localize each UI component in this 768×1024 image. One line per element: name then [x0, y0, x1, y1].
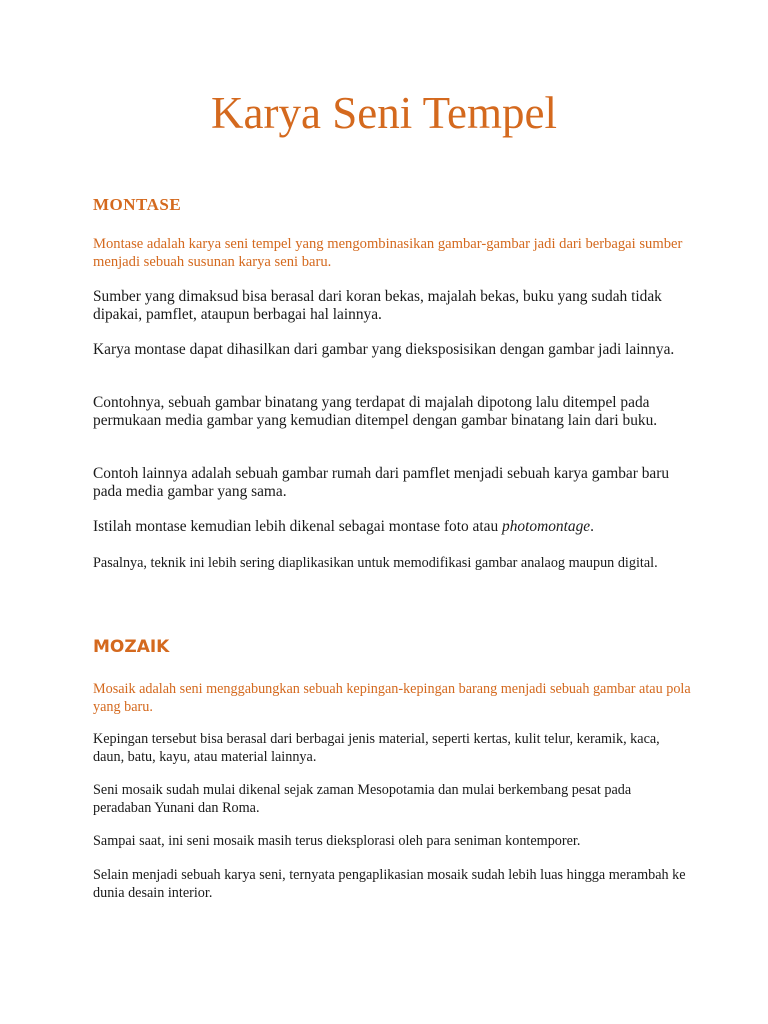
- montase-paragraph-3: Contohnya, sebuah gambar binatang yang terdapat di majalah dipotong lalu ditempel pada permukaan media gambar yang kemudian ditempel dengan gambar binatang lain dari buku.: [93, 394, 658, 429]
- montase-paragraph-6: Pasalnya, teknik ini lebih sering diaplikasikan untuk memodifikasi gambar analaog maupun digital.: [93, 555, 658, 571]
- photomontage-term: photomontage: [502, 518, 591, 535]
- montase-paragraph-5-end: .: [590, 518, 594, 535]
- section-heading-mozaik: MOZAIK: [93, 637, 170, 657]
- montase-paragraph-4: Contoh lainnya adalah sebuah gambar rumah dari pamflet menjadi sebuah karya gambar baru pada media gambar yang sama.: [93, 465, 670, 500]
- mozaik-paragraph-1: Kepingan tersebut bisa berasal dari berbagai jenis material, seperti kertas, kulit telur, keramik, kaca, daun, batu, kayu, atau material lainnya.: [93, 731, 660, 765]
- montase-paragraph-5: [93, 518, 693, 536]
- montase-paragraph-1: Sumber yang dimaksud bisa berasal dari koran bekas, majalah bekas, buku yang sudah tidak dipakai, pamflet, ataupun berbagai hal lainnya.: [93, 288, 662, 323]
- mozaik-paragraph-2: Seni mosaik sudah mulai dikenal sejak zaman Mesopotamia dan mulai berkembang pesat pada peradaban Yunani dan Roma.: [93, 782, 632, 816]
- mozaik-intro-paragraph: Mosaik adalah seni menggabungkan sebuah kepingan-kepingan barang menjadi sebuah gambar atau pola yang baru.: [93, 681, 691, 715]
- montase-intro-paragraph: Montase adalah karya seni tempel yang mengombinasikan gambar-gambar jadi dari berbagai sumber menjadi sebuah susunan karya seni baru.: [93, 236, 683, 270]
- montase-paragraph-2: Karya montase dapat dihasilkan dari gambar yang dieksposisikan dengan gambar jadi lainnya.: [93, 341, 675, 358]
- page-title: Karya Seni Tempel: [211, 88, 557, 138]
- montase-paragraph-5-text: Istilah montase kemudian lebih dikenal sebagai montase foto atau: [93, 518, 503, 535]
- mozaik-paragraph-3: Sampai saat, ini seni mosaik masih terus dieksplorasi oleh para seniman kontemporer.: [93, 833, 581, 849]
- section-heading-montase: MONTASE: [93, 195, 182, 214]
- mozaik-paragraph-4: Selain menjadi sebuah karya seni, ternyata pengaplikasian mosaik sudah lebih luas hingga merambah ke dunia desain interior.: [93, 867, 686, 901]
